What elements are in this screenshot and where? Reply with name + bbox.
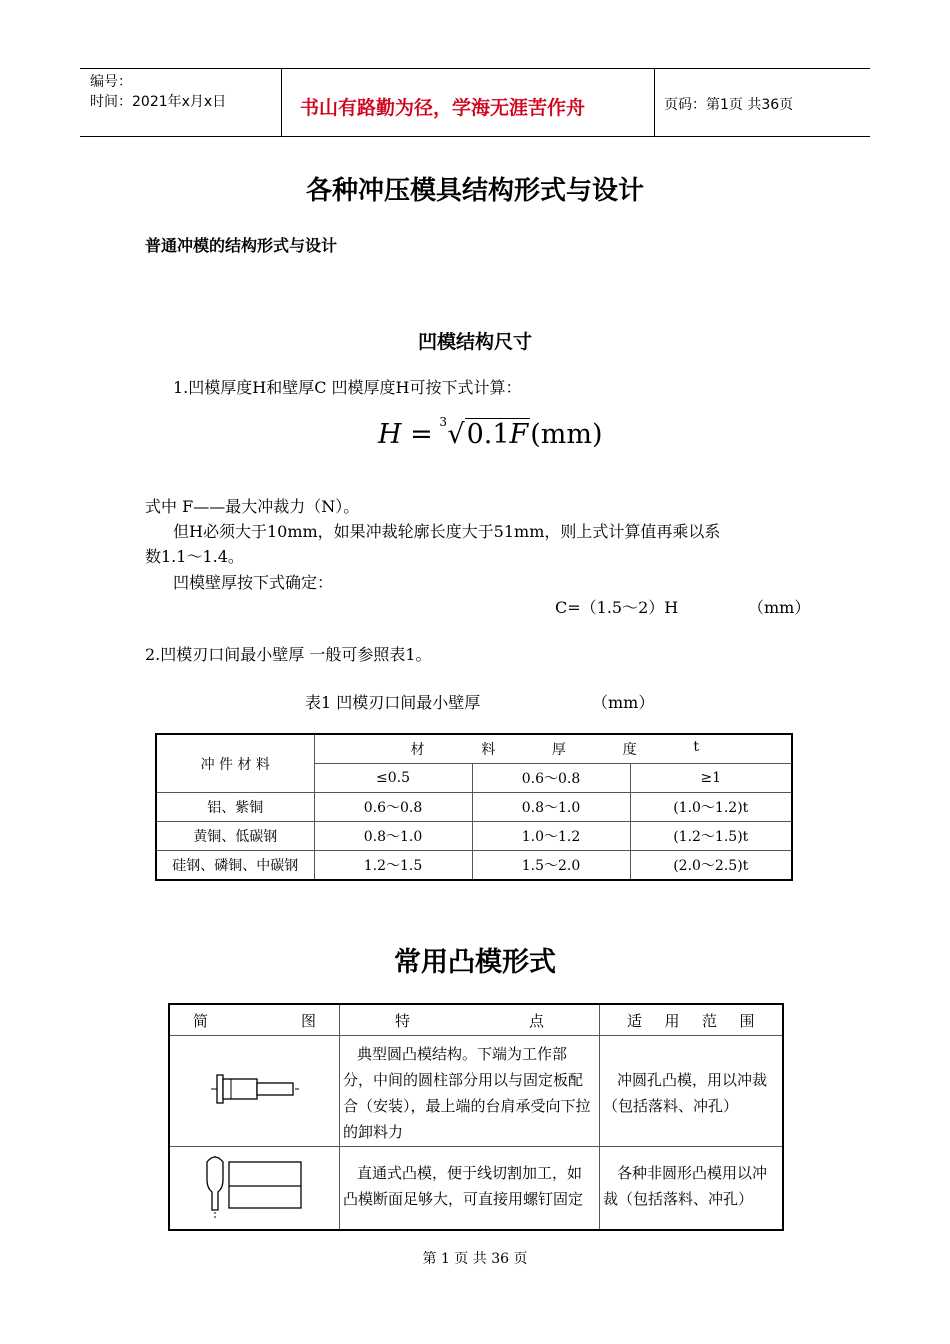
- header-char: 围: [739, 1011, 755, 1030]
- table-row: [169, 1036, 783, 1147]
- diagram-straight-punch: [169, 1147, 340, 1231]
- header-char: 用: [664, 1011, 680, 1030]
- item-2-text: 2.凹模刃口间最小壁厚 一般可参照表1。: [145, 645, 432, 664]
- table-1-material: 铝、紫铜: [156, 793, 314, 822]
- table-2-header-diagram: [169, 1004, 340, 1036]
- item-1-text: 1.凹模厚度H和壁厚C 凹模厚度H可按下式计算：: [173, 378, 522, 397]
- table-min-wall-thickness: [155, 733, 793, 881]
- features-cell: [340, 1147, 600, 1231]
- header-code-label: 编号：: [90, 74, 132, 90]
- header-page-info: 页码：第1页 共36页: [664, 97, 794, 113]
- header-motto: 书山有路勤为径，学海无涯苦作舟: [300, 97, 586, 119]
- header-char: 点: [528, 1011, 544, 1030]
- table-1-unit: （mm）: [592, 693, 655, 712]
- formula-wall-unit: （mm）: [748, 598, 811, 617]
- root-index: 3: [439, 415, 447, 429]
- thickness-header-char: 厚: [551, 742, 566, 758]
- usage-text: 各种非圆形凸模用以冲裁（包括落料、冲孔）: [603, 1164, 768, 1208]
- table-1-header-thickness: [314, 734, 792, 764]
- formula-wall-thickness: C=（1.5～2）H: [555, 598, 679, 617]
- header-char: 特: [395, 1011, 411, 1030]
- formula-eq: =: [410, 419, 433, 450]
- formula-var: F: [509, 419, 529, 450]
- paragraph-2-line-1: 但H必须大于10mm，如果冲裁轮廓长度大于51mm，则上式计算值再乘以系: [173, 522, 721, 541]
- header-char: 简: [193, 1011, 209, 1030]
- table-row: [156, 822, 792, 851]
- table-1-header-material: 冲 件 材 料: [156, 734, 314, 793]
- table-1-cell: (1.2～1.5)t: [630, 822, 792, 851]
- header-divider-right: [654, 68, 655, 136]
- formula-lhs: H: [378, 419, 402, 450]
- diagram-round-punch: [169, 1036, 340, 1147]
- table-1-subheader: ≤0.5: [314, 764, 472, 793]
- table-1-caption: 表1 凹模刃口间最小壁厚: [305, 693, 481, 712]
- usage-cell: [600, 1036, 783, 1147]
- features-text: 典型圆凸模结构。下端为工作部分，中间的圆柱部分用以与固定板配合（安装），最上端的台肩承受向下拉的卸料力: [343, 1045, 591, 1141]
- features-text: 直通式凸模，便于线切割加工，如凸模断面足够大，可直接用螺钉固定: [343, 1164, 584, 1208]
- page-footer: 第 1 页 共 36 页: [422, 1251, 528, 1267]
- header-divider-left: [281, 68, 282, 136]
- formula-die-thickness: [378, 415, 603, 450]
- table-1-cell: (2.0～2.5)t: [630, 851, 792, 881]
- header-char: 范: [701, 1011, 717, 1030]
- usage-text: 冲圆孔凸模，用以冲裁（包括落料、冲孔）: [603, 1071, 768, 1115]
- table-2-header-features: [340, 1004, 600, 1036]
- table-row: [169, 1147, 783, 1231]
- table-punch-forms: [168, 1003, 784, 1231]
- document-title: 各种冲压模具结构形式与设计: [305, 176, 644, 206]
- section-title-punch-forms: 常用凸模形式: [394, 947, 556, 978]
- table-1-subheader: 0.6～0.8: [472, 764, 630, 793]
- thickness-header-char: 材: [410, 742, 425, 758]
- round-punch-drawing: [171, 1039, 338, 1139]
- table-row: [156, 793, 792, 822]
- table-1-cell: 0.8～1.0: [472, 793, 630, 822]
- table-1-cell: 0.8～1.0: [314, 822, 472, 851]
- table-2-header-usage: [600, 1004, 783, 1036]
- table-1-cell: 0.6～0.8: [314, 793, 472, 822]
- table-1-cell: 1.0～1.2: [472, 822, 630, 851]
- table-1-cell: 1.5～2.0: [472, 851, 630, 881]
- paragraph-3: 凹模壁厚按下式确定：: [173, 573, 334, 592]
- document-subtitle: 普通冲模的结构形式与设计: [145, 236, 338, 255]
- usage-cell: [600, 1147, 783, 1231]
- table-1-cell: (1.0～1.2)t: [630, 793, 792, 822]
- section-title-die-dimensions: 凹模结构尺寸: [417, 331, 532, 353]
- formula-radicand: 0.1: [466, 419, 510, 450]
- paragraph-2-line-2: 数1.1～1.4。: [145, 547, 244, 566]
- features-cell: [340, 1036, 600, 1147]
- table-1-cell: 1.2～1.5: [314, 851, 472, 881]
- header-char: 适: [627, 1011, 643, 1030]
- table-1-material: 硅钢、磷铜、中碳钢: [156, 851, 314, 881]
- header-top-rule: [80, 68, 870, 69]
- thickness-header-char: t: [693, 739, 699, 755]
- table-row: [156, 851, 792, 881]
- formula-unit: (mm): [530, 419, 603, 450]
- straight-punch-drawing: [171, 1148, 338, 1224]
- header-date-label: 时间：2021年x月x日: [90, 94, 227, 110]
- header-char: 图: [300, 1011, 316, 1030]
- thickness-header-char: 度: [622, 742, 637, 758]
- table-1-material: 黄铜、低碳钢: [156, 822, 314, 851]
- where-line: 式中 F——最大冲裁力（N）。: [145, 497, 360, 516]
- table-1-subheader: ≥1: [630, 764, 792, 793]
- header-bottom-rule: [80, 136, 870, 137]
- thickness-header-char: 料: [481, 742, 496, 758]
- cube-root-sign: 3 √0.1F: [439, 415, 529, 450]
